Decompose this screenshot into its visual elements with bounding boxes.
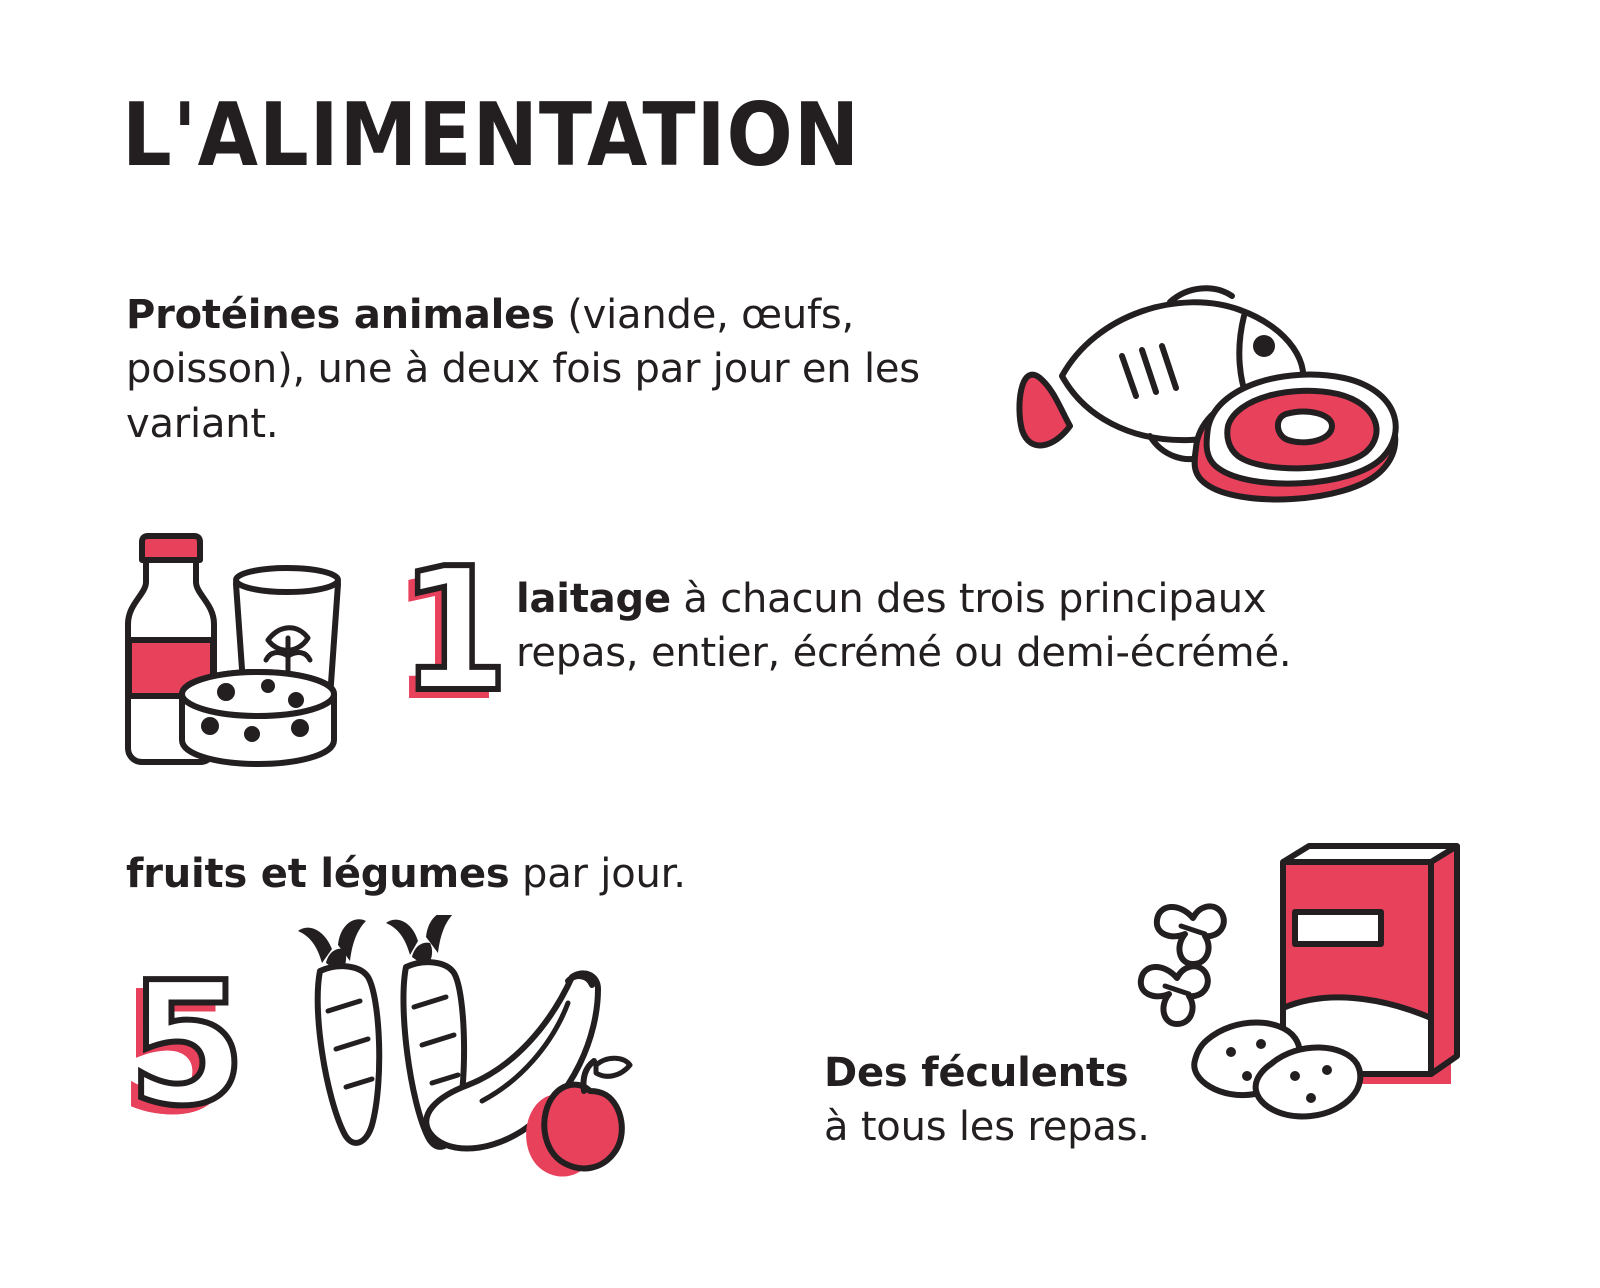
fruits-rest: par jour. bbox=[509, 851, 686, 897]
page-title: L'ALIMENTATION bbox=[122, 85, 861, 187]
proteins-bold-lead: Protéines animales bbox=[126, 292, 555, 338]
dairy-bold-lead: laitage bbox=[516, 576, 671, 622]
milk-bottle-yogurt-cheese-icon bbox=[118, 520, 398, 795]
text-block-proteins bbox=[126, 288, 1006, 451]
dairy-rest: à chacun des trois principaux repas, entier, écrémé ou demi-écrémé. bbox=[516, 576, 1292, 677]
fish-and-meat-slice-icon bbox=[1000, 258, 1420, 523]
text-block-dairy bbox=[516, 572, 1396, 681]
numeral-five: 5 bbox=[128, 946, 247, 1144]
numeral-one: 1 bbox=[400, 532, 509, 730]
pasta-potatoes-cereal-box-icon bbox=[1135, 840, 1475, 1145]
starch-rest: à tous les repas. bbox=[824, 1104, 1150, 1151]
fruits-bold-lead: fruits et légumes bbox=[126, 851, 510, 897]
proteins-rest: (viande, œufs, poisson), une à deux fois par jour en les variant. bbox=[126, 292, 920, 447]
starch-bold-lead: Des féculents bbox=[824, 1050, 1129, 1096]
text-block-fruits bbox=[126, 847, 1026, 901]
carrots-zucchini-apple-icon bbox=[268, 915, 688, 1190]
